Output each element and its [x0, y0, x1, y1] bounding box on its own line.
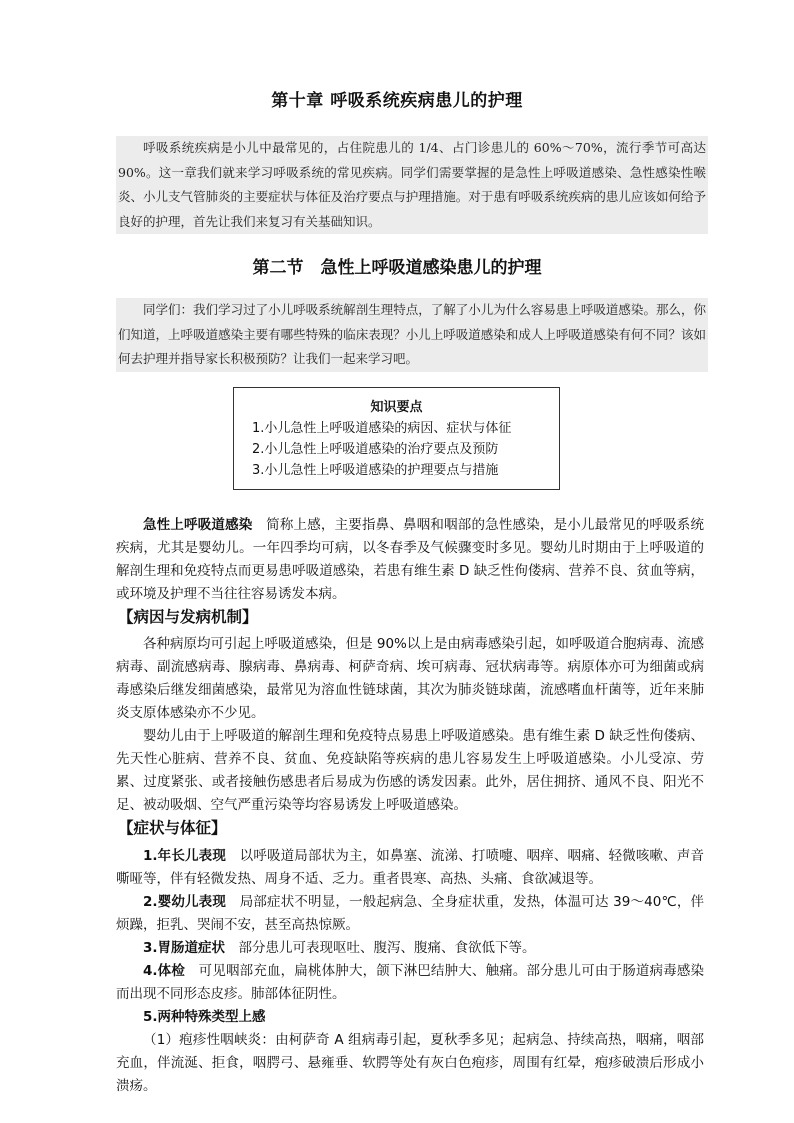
symptom-text-2: 局部症状不明显，一般起病急、全身症状重，发热，体温可达 39～40℃，伴烦躁，拒乳、哭闹不安，甚至高热惊厥。 — [116, 894, 704, 933]
symptoms-heading: 【症状与体征】 — [118, 819, 227, 837]
symptom-item-5 — [116, 1006, 704, 1029]
etiology-section — [116, 633, 704, 817]
symptom-text-3: 部分患儿可表现呕吐、腹泻、腹痛、食欲低下等。 — [225, 940, 536, 956]
symptom-text-4: 可见咽部充血，扁桃体肿大，颌下淋巴结肿大、触痛。部分患儿可由于肠道病毒感染而出现不同形态皮疹。肺部体征阴性。 — [116, 963, 704, 1002]
etiology-paragraph-2: 婴幼儿由于上呼吸道的解剖生理和免疫特点易患上呼吸道感染。患有维生素 D 缺乏性佝偻病、先天性心脏病、营养不良、贫血、免疫缺陷等疾病的患儿容易发生上呼吸道感染。小儿受凉、劳累、过度紧张、或者接触伤感患者后易成为伤感的诱发因素。此外，居住拥挤、通风不良、阳光不足、被动吸烟、空气严重污染等均容易诱发上呼吸道感染。 — [116, 728, 704, 813]
symptom-label-2: 2.婴幼儿表现 — [143, 894, 227, 910]
section-intro: 同学们：我们学习过了小儿呼吸系统解剖生理特点，了解了小儿为什么容易患上呼吸道感染。那么，你们知道，上呼吸道感染主要有哪些特殊的临床表现？小儿上呼吸道感染和成人上呼吸道感染有何不同？该如何去护理并指导家长积极预防？让我们一起来学习吧。 — [116, 298, 708, 372]
knowledge-point-1: 1.小儿急性上呼吸道感染的病因、症状与体征 — [252, 421, 512, 436]
symptom-subitem-1: （1）疱疹性咽峡炎：由柯萨奇 A 组病毒引起，夏秋季多见；起病急、持续高热，咽痛，咽部充血，伴流涎、拒食，咽腭弓、悬雍垂、软腭等处有灰白色疱疹，周围有红晕，疱疹破溃后形成小溃疡。 — [116, 1032, 704, 1094]
chapter-intro: 呼吸系统疾病是小儿中最常见的，占住院患儿的 1/4、占门诊患儿的 60%～70%，流行季节可高达 90%。这一章我们就来学习呼吸系统的常见疾病。同学们需要掌握的是急性上呼吸道感染、急性感染性喉炎、小儿支气管肺炎的主要症状与体征及治疗要点与护理措施。对于患有呼吸系统疾病的患儿应该如何给予良好的护理，首先让我们来复习有关基础知识。 — [116, 136, 708, 234]
knowledge-point-2: 2.小儿急性上呼吸道感染的治疗要点及预防 — [252, 442, 499, 457]
definition-paragraph — [116, 514, 704, 606]
chapter-title: 第十章 呼吸系统疾病患儿的护理 — [271, 91, 523, 111]
symptom-item-2 — [116, 891, 704, 937]
symptom-label-3: 3.胃肠道症状 — [143, 940, 226, 956]
etiology-paragraph-1: 各种病原均可引起上呼吸道感染，但是 90%以上是由病毒感染引起，如呼吸道合胞病毒、流感病毒、副流感病毒、腺病毒、鼻病毒、柯萨奇病、埃可病毒、冠状病毒等。病原体亦可为细菌或病毒感染后继发细菌感染，最常见为溶血性链球菌，其次为肺炎链球菌，流感嗜血杆菌等，近年来肺炎支原体感染亦不少见。 — [116, 636, 704, 721]
etiology-heading: 【病因与发病机制】 — [118, 608, 258, 626]
symptom-label-5: 5.两种特殊类型上感 — [143, 1009, 266, 1025]
section-title: 第二节 急性上呼吸道感染患儿的护理 — [252, 258, 542, 278]
symptom-text-1: 以呼吸道局部状为主，如鼻塞、流涕、打喷嚏、咽痒、咽痛、轻微咳嗽、声音嘶哑等，伴有轻微发热、周身不适、乏力。重者畏寒、高热、头痛、食欲减退等。 — [116, 848, 704, 887]
symptoms-section — [116, 845, 704, 1098]
symptom-label-1: 1.年长儿表现 — [143, 848, 226, 864]
symptom-item-4 — [116, 960, 704, 1006]
knowledge-point-3: 3.小儿急性上呼吸道感染的护理要点与措施 — [252, 463, 499, 478]
definition-term: 急性上呼吸道感染 — [143, 517, 253, 533]
symptom-item-1 — [116, 845, 704, 891]
definition-text: 简称上感，主要指鼻、鼻咽和咽部的急性感染，是小儿最常见的呼吸系统疾病，尤其是婴幼儿。一年四季均可病，以冬春季及气候骤变时多见。婴幼儿时期由于上呼吸道的解剖生理和免疫特点而更易患呼吸道感染，若患有维生素 D 缺乏性佝偻病、营养不良、贫血等病，或环境及护理不当往往容易诱发本病。 — [116, 517, 704, 602]
knowledge-points-box — [233, 387, 560, 490]
symptom-label-4: 4.体检 — [143, 963, 186, 979]
knowledge-points-title: 知识要点 — [370, 400, 423, 415]
symptom-item-3 — [116, 937, 704, 960]
